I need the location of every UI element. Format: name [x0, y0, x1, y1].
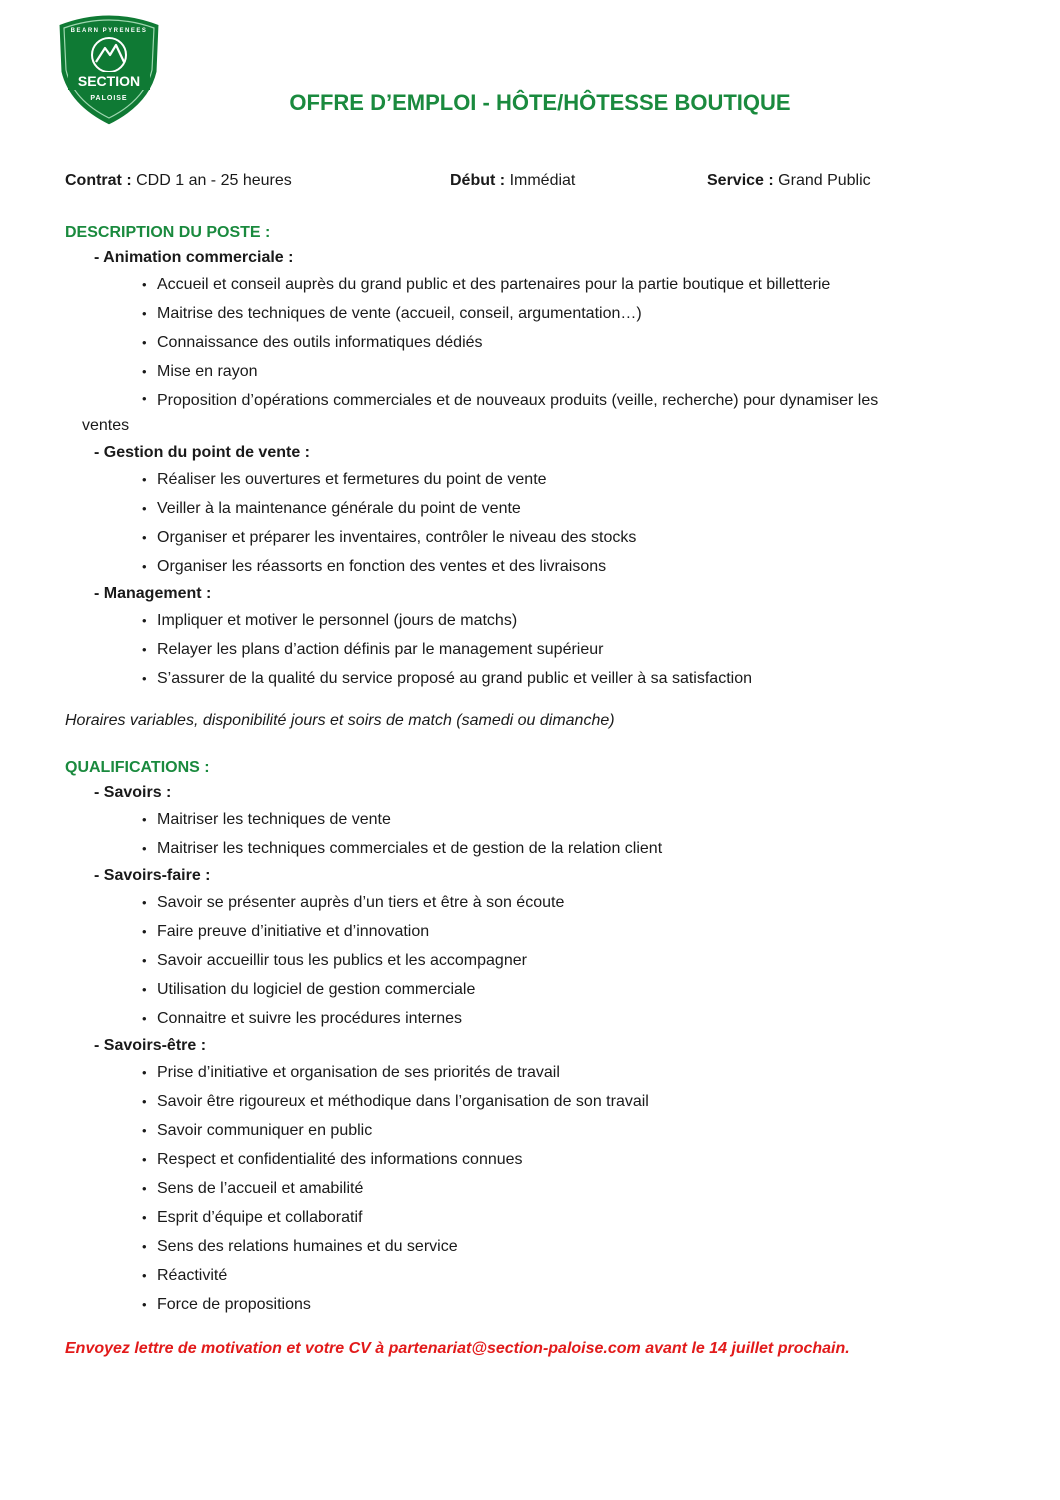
list-item: • Faire preuve d’initiative et d’innovation	[65, 917, 1000, 946]
gestion-subheading: - Gestion du point de vente :	[94, 444, 310, 461]
bullet-icon: •	[142, 1011, 147, 1026]
bullet-icon: •	[142, 306, 147, 321]
savoirs-list	[65, 805, 1000, 863]
bullet-icon: •	[142, 472, 147, 487]
bullet-icon: •	[142, 277, 147, 292]
savoirs-faire-subheading: - Savoirs-faire :	[94, 867, 211, 884]
bullet-icon: •	[142, 895, 147, 910]
list-item: • Mise en rayon	[65, 357, 1000, 386]
list-item: • Organiser et préparer les inventaires, contrôler le niveau des stocks	[65, 523, 1000, 552]
bullet-icon: •	[142, 642, 147, 657]
list-item: • Savoir être rigoureux et méthodique dans l’organisation de son travail	[65, 1087, 1000, 1116]
horaires-note: Horaires variables, disponibilité jours et soirs de match (samedi ou dimanche)	[65, 712, 615, 729]
bullet-icon: •	[142, 953, 147, 968]
bullet-icon: •	[142, 364, 147, 379]
list-item: • Maitriser les techniques commerciales et de gestion de la relation client	[65, 834, 1000, 863]
bullet-icon: •	[142, 1210, 147, 1225]
bullet-icon: •	[142, 1152, 147, 1167]
animation-list	[65, 270, 1000, 386]
list-item: • Respect et confidentialité des informations connues	[65, 1145, 1000, 1174]
bullet-icon: •	[142, 391, 147, 406]
meta-service: Service : Grand Public	[707, 172, 871, 189]
bullet-icon: •	[142, 530, 147, 545]
list-item: • Utilisation du logiciel de gestion commerciale	[65, 975, 1000, 1004]
list-item: • Sens des relations humaines et du service	[65, 1232, 1000, 1261]
list-item: • Accueil et conseil auprès du grand public et des partenaires pour la partie boutique et billetterie	[65, 270, 1000, 299]
bullet-icon: •	[142, 671, 147, 686]
list-item: • Réactivité	[65, 1261, 1000, 1290]
bullet-icon: •	[142, 924, 147, 939]
bullet-icon: •	[142, 1297, 147, 1312]
bullet-icon: •	[142, 1268, 147, 1283]
bullet-icon: •	[142, 613, 147, 628]
list-item: • Maitriser les techniques de vente	[65, 805, 1000, 834]
list-item: • Organiser les réassorts en fonction des ventes et des livraisons	[65, 552, 1000, 581]
gestion-list	[65, 465, 1000, 581]
savoirs-faire-list	[65, 888, 1000, 1033]
bullet-icon: •	[142, 1181, 147, 1196]
svg-text:SECTION: SECTION	[77, 73, 141, 89]
bullet-icon: •	[142, 1123, 147, 1138]
description-heading: DESCRIPTION DU POSTE :	[65, 224, 271, 241]
bullet-icon: •	[142, 982, 147, 997]
list-item: • Relayer les plans d’action définis par le management supérieur	[65, 635, 1000, 664]
meta-contrat: Contrat : CDD 1 an - 25 heures	[65, 172, 292, 189]
meta-debut: Début : Immédiat	[450, 172, 576, 189]
page-title: OFFRE D’EMPLOI - HÔTE/HÔTESSE BOUTIQUE	[289, 90, 791, 115]
bullet-icon: •	[142, 841, 147, 856]
list-item: • Prise d’initiative et organisation de ses priorités de travail	[65, 1058, 1000, 1087]
list-item: • Connaitre et suivre les procédures internes	[65, 1004, 1000, 1033]
svg-text:PALOISE: PALOISE	[90, 95, 128, 102]
bullet-icon: •	[142, 1239, 147, 1254]
bullet-icon: •	[142, 1094, 147, 1109]
list-item: • Veiller à la maintenance générale du point de vente	[65, 494, 1000, 523]
list-item: • Sens de l’accueil et amabilité	[65, 1174, 1000, 1203]
management-subheading: - Management :	[94, 585, 212, 602]
savoirs-subheading: - Savoirs :	[94, 784, 172, 801]
bullet-icon: •	[142, 1065, 147, 1080]
savoirs-etre-list	[65, 1058, 1000, 1319]
list-item: • Maitrise des techniques de vente (accueil, conseil, argumentation…)	[65, 299, 1000, 328]
svg-text:BEARN PYRENEES: BEARN PYRENEES	[70, 28, 148, 34]
bullet-icon: •	[142, 335, 147, 350]
application-instructions: Envoyez lettre de motivation et votre CV à partenariat@section-paloise.com avant le 14 juillet prochain.	[65, 1340, 850, 1357]
bullet-icon: •	[142, 812, 147, 827]
list-item: • Savoir accueillir tous les publics et les accompagner	[65, 946, 1000, 975]
list-item: • Proposition d’opérations commerciales et de nouveaux produits (veille, recherche) pour dynamiser les ventes	[65, 386, 1000, 440]
list-item: • Force de propositions	[65, 1290, 1000, 1319]
animation-subheading: - Animation commerciale :	[94, 249, 294, 266]
offer-body	[65, 220, 1000, 1319]
animation-list-long	[65, 386, 1000, 440]
list-item: • Connaissance des outils informatiques dédiés	[65, 328, 1000, 357]
savoirs-etre-subheading: - Savoirs-être :	[94, 1037, 207, 1054]
list-item: • Esprit d’équipe et collaboratif	[65, 1203, 1000, 1232]
list-item: • Savoir communiquer en public	[65, 1116, 1000, 1145]
management-list	[65, 606, 1000, 693]
list-item: • Savoir se présenter auprès d’un tiers et être à son écoute	[65, 888, 1000, 917]
list-item: • Réaliser les ouvertures et fermetures du point de vente	[65, 465, 1000, 494]
qualifications-heading: QUALIFICATIONS :	[65, 759, 210, 776]
bullet-icon: •	[142, 559, 147, 574]
list-item: • S’assurer de la qualité du service proposé au grand public et veiller à sa satisfaction	[65, 664, 1000, 693]
list-item: • Impliquer et motiver le personnel (jours de matchs)	[65, 606, 1000, 635]
bullet-icon: •	[142, 501, 147, 516]
